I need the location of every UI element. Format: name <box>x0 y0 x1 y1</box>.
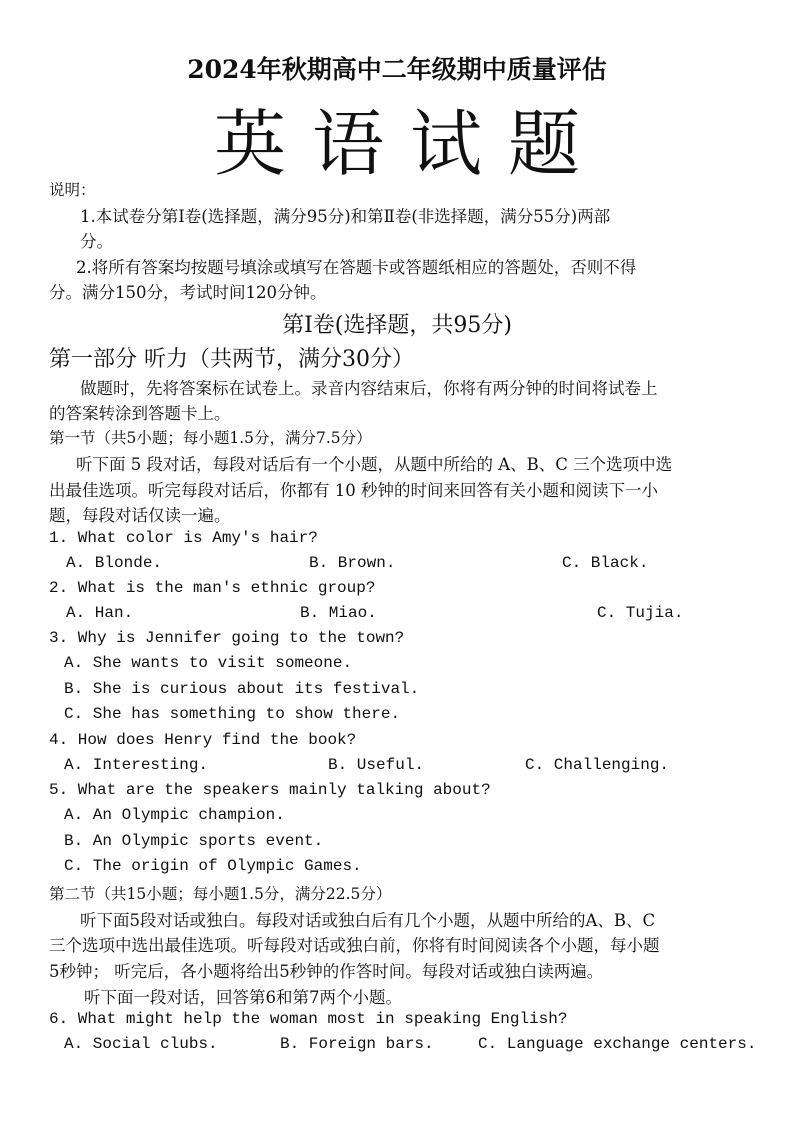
question-6-option-a: A. Social clubs. <box>64 1035 218 1053</box>
question-4-option-a: A. Interesting. <box>64 756 209 774</box>
notes-label: 说明： <box>49 181 96 199</box>
notes-item2-line2: 分。满分150分，考试时间120分钟。 <box>49 283 327 302</box>
section2-instructions-line3: 5秒钟； 听完后，各小题将给出5秒钟的作答时间。每段对话或独白读两遍。 <box>49 962 604 981</box>
question-1-option-a: A. Blonde. <box>66 554 163 572</box>
question-3-option-c: C. She has something to show there. <box>64 705 401 723</box>
question-5-stem: 5. What are the speakers mainly talking about? <box>49 781 491 799</box>
section2-instructions-line2: 三个选项中选出最佳选项。听每段对话或独白前，你将有时间阅读各个小题，每小题 <box>49 936 660 955</box>
question-3-stem: 3. Why is Jennifer going to the town? <box>49 629 405 647</box>
question-2-option-a: A. Han. <box>66 604 134 622</box>
notes-item2-line1: 2.将所有答案均按题号填涂或填写在答题卡或答题纸相应的答题处，否则不得 <box>76 258 637 277</box>
question-2-option-c: C. Tujia. <box>597 604 684 622</box>
question-3-option-a: A. She wants to visit someone. <box>64 654 353 672</box>
section2-title: 第二节（共15小题；每小题1.5分，满分22.5分） <box>49 885 392 903</box>
question-1-stem: 1. What color is Amy's hair? <box>49 529 318 547</box>
subject-title: 英语试题 <box>213 102 606 186</box>
question-6-option-c: C. Language exchange centers. <box>478 1035 757 1053</box>
notes-item1-line1: 1.本试卷分第Ⅰ卷(选择题，满分95分)和第Ⅱ卷(非选择题，满分55分)两部 <box>80 207 611 226</box>
question-4-option-b: B. Useful. <box>328 756 425 774</box>
volume1-title: 第Ⅰ卷(选择题，共95分) <box>282 313 512 338</box>
question-2-stem: 2. What is the man's ethnic group? <box>49 579 376 597</box>
section2-dialogue-intro: 听下面一段对话，回答第6和第7两个小题。 <box>84 988 402 1007</box>
question-1-option-b: B. Brown. <box>309 554 396 572</box>
part1-instructions-line1: 做题时，先将答案标在试卷上。录音内容结束后，你将有两分钟的时间将试卷上 <box>80 379 658 398</box>
question-6-option-b: B. Foreign bars. <box>280 1035 434 1053</box>
exam-title: 2024年秋期高中二年级期中质量评估 <box>187 55 607 84</box>
question-6-stem: 6. What might help the woman most in speaking English? <box>49 1010 568 1028</box>
part1-instructions-line2: 的答案转涂到答题卡上。 <box>49 404 231 423</box>
notes-item1-line2: 分。 <box>80 232 113 251</box>
question-1-option-c: C. Black. <box>562 554 649 572</box>
question-5-option-a: A. An Olympic champion. <box>64 806 285 824</box>
part1-title: 第一部分 听力（共两节，满分30分） <box>49 347 414 372</box>
section1-instructions-line1: 听下面 5 段对话，每段对话后有一个小题，从题中所给的 A、B、C 三个选项中选 <box>76 455 673 474</box>
section2-instructions-line1: 听下面5段对话或独白。每段对话或独白后有几个小题，从题中所给的A、B、C <box>80 911 656 930</box>
question-4-stem: 4. How does Henry find the book? <box>49 731 357 749</box>
section1-title: 第一节（共5小题；每小题1.5分，满分7.5分） <box>49 429 372 447</box>
question-4-option-c: C. Challenging. <box>525 756 670 774</box>
question-2-option-b: B. Miao. <box>300 604 377 622</box>
section1-instructions-line2: 出最佳选项。听完每段对话后，你都有 10 秒钟的时间来回答有关小题和阅读下一小 <box>49 481 658 500</box>
section1-instructions-line3: 题，每段对话仅读一遍。 <box>49 506 231 525</box>
question-5-option-c: C. The origin of Olympic Games. <box>64 857 362 875</box>
question-3-option-b: B. She is curious about its festival. <box>64 680 420 698</box>
question-5-option-b: B. An Olympic sports event. <box>64 832 324 850</box>
